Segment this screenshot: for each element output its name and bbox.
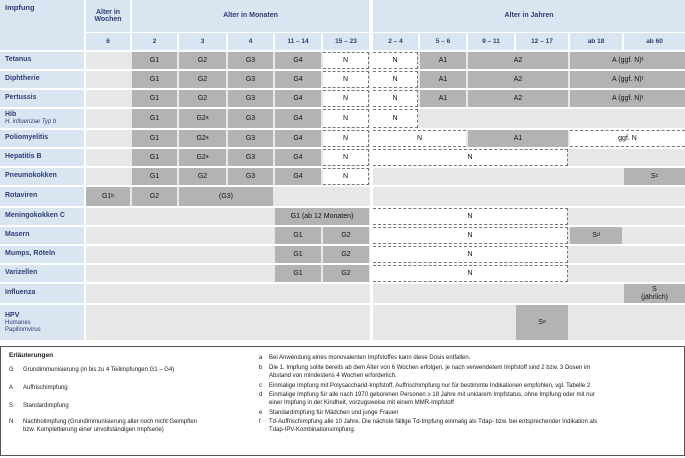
cell-per-n2: N xyxy=(373,90,418,107)
cell-hep-n1: N xyxy=(323,149,369,166)
cell-per-a1: A1 xyxy=(420,90,466,107)
row-label-tetanus: Tetanus xyxy=(0,52,84,69)
cell-tet-g1: G1 xyxy=(132,52,177,69)
cell-pne-n: N xyxy=(323,168,369,185)
col-ab18: ab 18 xyxy=(570,33,622,50)
col-2m: 2 xyxy=(132,33,177,50)
row-label-varizellen: Varizellen xyxy=(0,265,84,282)
cell-rot-g2: G2 xyxy=(132,187,177,206)
row-label-rotaviren: Rotaviren xyxy=(0,187,84,206)
cell-tet-n1: N xyxy=(323,52,369,69)
cell-mas-n: N xyxy=(373,227,568,244)
cell-var-n: N xyxy=(373,265,568,282)
cell-mas-s: S $^d$ xyxy=(570,227,622,244)
cell-hep-g3: G3 xyxy=(228,149,273,166)
cell-tet-n2: N xyxy=(373,52,418,69)
cell-tet-g2: G2 xyxy=(179,52,226,69)
cell-per-a: A (ggf. N) $^f$ xyxy=(570,90,685,107)
row-label-hepatitis-b: Hepatitis B xyxy=(0,149,84,166)
header-age-weeks: Alter in Wochen xyxy=(86,0,130,32)
cell-mum-g1: G1 xyxy=(275,246,321,263)
cell-per-n1: N xyxy=(323,90,369,107)
cell-dip-g3: G3 xyxy=(228,71,273,88)
row-label-pneumokokken: Pneumokokken xyxy=(0,168,84,185)
cell-men-g1: G1 (ab 12 Monaten) xyxy=(275,208,369,225)
cell-pol-n1: N xyxy=(323,130,369,147)
legend-box: Erläuterungen G Grundimmunisierung (in bis zu 4 Teilimpfungen G1 – G4) A Auffrischimpfung S Standardimpfung N Nachholimpfung (Grundimmunisierung aller noch nicht Geimpften bzw. Komplettierung einer unvollständigen Impfserie) a Bei Anwendung eines monovalenten Impfstoffes kann diese Dosis entfallen. b Die 1. Impfung sollte bereits ab dem Alter von 6 Wochen erfolgen, je nach verwendetem Impfstoff sind 2 bzw. 3 Dosen im Abstand von mindestens 4 Wochen erforderlich. c Einmalige Impfung mit Polysaccharid-Impfstoff, Auffrischimpfung nur für bestimmte Indikationen empfohlen, vgl. Tabelle 2 d Einmalige Impfung für alle nach 1970 geborenen Personen ≥ 18 Jahre mit unklarem Impfstatus, ohne Impfung oder mit nur einer Impfung in der Kindheit, vorzugsweise mit einem MMR-Impfstoff e Standardimpfung für Mädchen und junge Frauen f Td-Auffrischimpfung alle 10 Jahre. Die nächste fällige Td-Impfung einmalig als Tdap- bzw. bei entsprechender Indikation als Tdap-IPV-Kombinationsimpfung. xyxy=(0,346,685,456)
row-label-masern: Masern xyxy=(0,227,84,244)
cell-hpv-s: S $^e$ xyxy=(516,305,568,340)
col-12-17y: 12 – 17 xyxy=(516,33,568,50)
cell-hep-g2: G2 $^a$ xyxy=(179,149,226,166)
cell-pne-g2: G2 xyxy=(179,168,226,185)
cell-hep-g4: G4 xyxy=(275,149,321,166)
cell-mas-g2: G2 xyxy=(323,227,369,244)
legend-note-d-line2: einer Impfung in der Kindheit, vorzugsweise mit einem MMR-Impfstoff xyxy=(269,400,454,406)
cell-pne-g4: G4 xyxy=(275,168,321,185)
cell-per-a2: A2 xyxy=(468,90,568,107)
row-bg xyxy=(86,284,685,303)
cell-men-n: N xyxy=(373,208,568,225)
cell-tet-a2: A2 xyxy=(468,52,568,69)
row-label-hib: Hib H. influenzae Typ b xyxy=(0,109,84,128)
cell-hib-g1: G1 xyxy=(132,109,177,128)
header-vaccine: Impfung xyxy=(0,0,84,50)
row-label-mumps-roeteln: Mumps, Röteln xyxy=(0,246,84,263)
cell-dip-g4: G4 xyxy=(275,71,321,88)
cell-pne-g1: G1 xyxy=(132,168,177,185)
cell-mum-g2: G2 xyxy=(323,246,369,263)
cell-hib-n2: N xyxy=(373,109,418,128)
cell-hib-g4: G4 xyxy=(275,109,321,128)
header-age-years: Alter in Jahren xyxy=(373,0,685,32)
cell-tet-g3: G3 xyxy=(228,52,273,69)
header-age-months: Alter in Monaten xyxy=(132,0,369,32)
cell-pne-s: S $^c$ xyxy=(624,168,685,185)
cell-hib-g2: G2 $^a$ xyxy=(179,109,226,128)
cell-pol-n2: N xyxy=(373,130,466,147)
cell-rot-g1: G1 $^b$ xyxy=(86,187,130,206)
cell-tet-a1: A1 xyxy=(420,52,466,69)
cell-per-g1: G1 xyxy=(132,90,177,107)
cell-dip-g2: G2 xyxy=(179,71,226,88)
cell-var-g1: G1 xyxy=(275,265,321,282)
cell-pol-ggfn: ggf. N xyxy=(570,130,685,147)
cell-tet-g4: G4 xyxy=(275,52,321,69)
legend-note-b-line2: Abstand von mindestens 4 Wochen erforderlich. xyxy=(269,373,397,379)
row-label-polio: Poliomyelitis xyxy=(0,130,84,147)
cell-rot-g3: (G3) xyxy=(179,187,273,206)
col-5-6y: 5 – 6 xyxy=(420,33,466,50)
cell-per-g2: G2 xyxy=(179,90,226,107)
col-6w: 6 xyxy=(86,33,130,50)
cell-tet-a: A (ggf. N) $^f$ xyxy=(570,52,685,69)
cell-dip-a1: A1 xyxy=(420,71,466,88)
legend-title: Erläuterungen xyxy=(9,352,54,359)
cell-pol-g2: G2 $^a$ xyxy=(179,130,226,147)
cell-dip-a: A (ggf. N) $^f$ xyxy=(570,71,685,88)
cell-pol-a1: A1 xyxy=(468,130,568,147)
cell-hib-g3: G3 xyxy=(228,109,273,128)
col-15-23m: 15 – 23 xyxy=(323,33,369,50)
legend-note-f-line2: Tdap-IPV-Kombinationsimpfung. xyxy=(269,427,356,433)
cell-hep-g1: G1 xyxy=(132,149,177,166)
cell-dip-n2: N xyxy=(373,71,418,88)
cell-hib-n1: N xyxy=(323,109,369,128)
col-ab60: ab 60 xyxy=(624,33,685,50)
cell-per-g3: G3 xyxy=(228,90,273,107)
col-11-14m: 11 – 14 xyxy=(275,33,321,50)
cell-pol-g1: G1 xyxy=(132,130,177,147)
block-separator xyxy=(370,0,373,340)
cell-inf-s: S (jährlich) xyxy=(624,284,685,303)
col-9-11y: 9 – 11 xyxy=(468,33,514,50)
cell-mas-g1: G1 xyxy=(275,227,321,244)
cell-pol-g4: G4 xyxy=(275,130,321,147)
cell-dip-n1: N xyxy=(323,71,369,88)
row-label-meningokokken: Meningokokken C xyxy=(0,208,84,225)
cell-per-g4: G4 xyxy=(275,90,321,107)
row-label-influenza: Influenza xyxy=(0,284,84,303)
col-4m: 4 xyxy=(228,33,273,50)
cell-pol-g3: G3 xyxy=(228,130,273,147)
cell-hep-n2: N xyxy=(373,149,568,166)
col-3m: 3 xyxy=(179,33,226,50)
cell-dip-a2: A2 xyxy=(468,71,568,88)
row-label-pertussis: Pertussis xyxy=(0,90,84,107)
row-bg xyxy=(86,305,685,340)
legend-key-n-line2: bzw. Komplettierung einer unvollständigen Impfserie) xyxy=(23,427,164,433)
col-2-4y: 2 – 4 xyxy=(373,33,418,50)
cell-mum-n: N xyxy=(373,246,568,263)
cell-pne-g3: G3 xyxy=(228,168,273,185)
cell-var-g2: G2 xyxy=(323,265,369,282)
row-label-diphtherie: Diphtherie xyxy=(0,71,84,88)
cell-dip-g1: G1 xyxy=(132,71,177,88)
row-label-hpv: HPV Humanes Papillomvirus xyxy=(0,305,84,340)
